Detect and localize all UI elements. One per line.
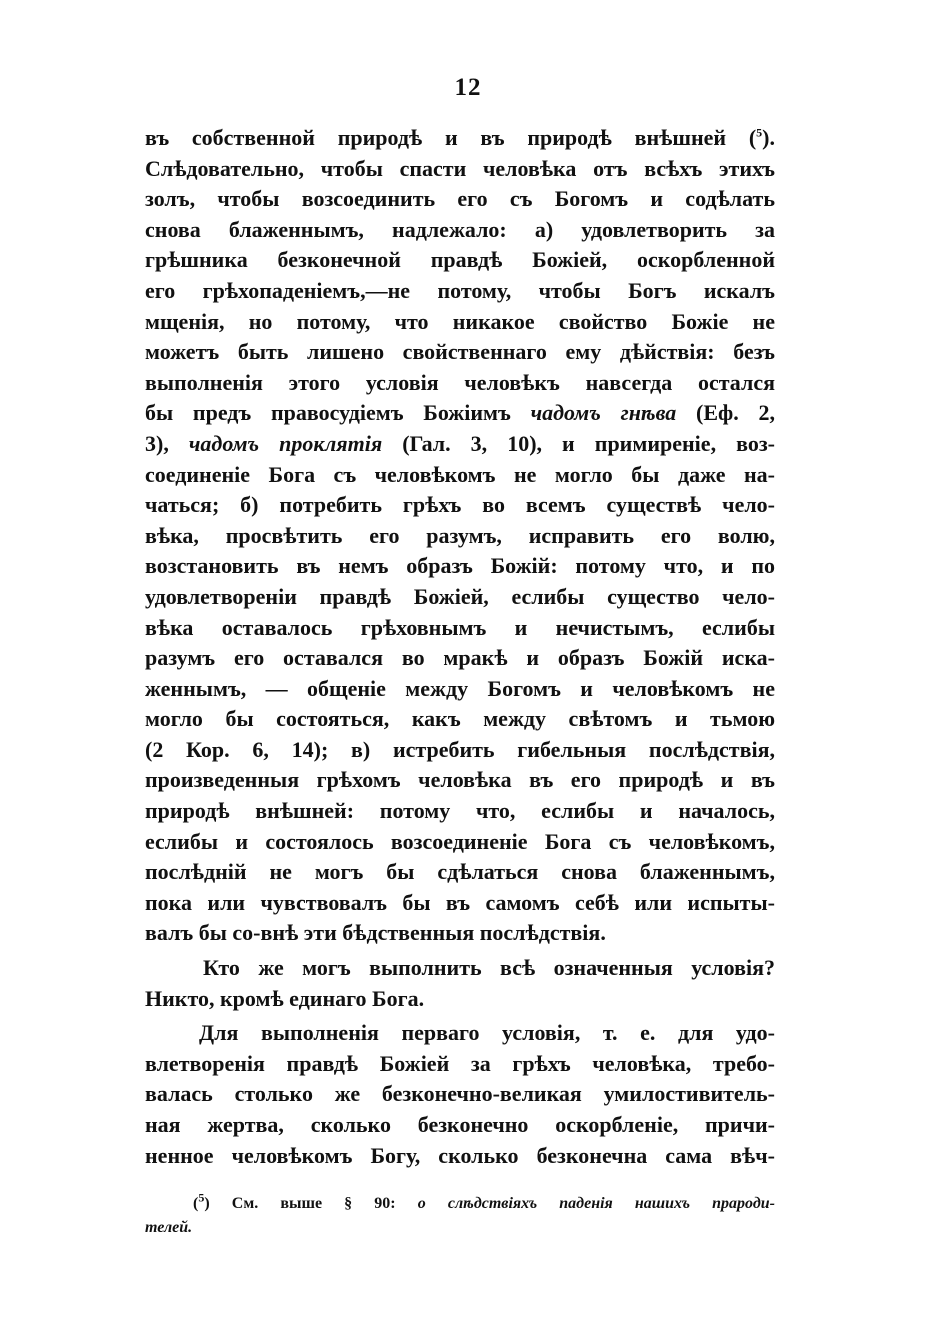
scripture-quote: чадомъ гнѣва xyxy=(530,400,677,426)
text-line: Никто, кромѣ единаго Бога. xyxy=(145,985,425,1011)
footnote-line: ($^5$) См. выше § 90: о слѣдствіяхъ паденія нашихъ прароди- xyxy=(193,1190,776,1212)
footnote-mark: 5 xyxy=(198,1190,205,1205)
text-line: еслибы и состоялось возсоединеніе Бога съ человѣкомъ, xyxy=(145,828,775,854)
text-line: вѣка оставалось грѣховнымъ и нечистымъ, еслибы xyxy=(145,614,775,640)
text-line: возстановить въ немъ образъ Божій: потому что, и по xyxy=(145,553,775,579)
footnote-title: о слѣдствіяхъ паденія нашихъ прароди- xyxy=(417,1195,776,1212)
text-line: чаться; б) потребить грѣхъ во всемъ существѣ чело- xyxy=(145,492,775,518)
text-line: Слѣдовательно, чтобы спасти человѣка отъ всѣхъ этихъ xyxy=(145,155,775,181)
text-line: произведенныя грѣхомъ человѣка въ его природѣ и въ xyxy=(145,767,775,793)
text-line: удовлетвореніи правдѣ Божіей, еслибы существо чело- xyxy=(145,583,775,609)
text-line: (2 Кор. 6, 14); в) истребить гибельныя послѣдствія, xyxy=(145,736,775,762)
text-line: грѣшника безконечной правдѣ Божіей, оскорбленной xyxy=(145,247,775,273)
footnote-ref[interactable]: 5 xyxy=(756,125,763,140)
scripture-quote: чадомъ проклятія xyxy=(188,430,383,456)
text-line: его грѣхопаденіемъ,—не потому, чтобы Богъ искалъ xyxy=(145,277,775,303)
text-line: валъ бы со-внѣ эти бѣдственныя послѣдствія. xyxy=(145,920,606,946)
text-line: вѣка, просвѣтить его разумъ, исправить его волю, xyxy=(145,522,775,548)
paragraph-2 xyxy=(145,953,775,1014)
text-line: женнымъ, — общеніе между Богомъ и человѣкомъ не xyxy=(145,675,775,701)
text-line: въ собственной природѣ и въ природѣ внѣшней ($^5$). xyxy=(145,125,775,150)
paragraph-1 xyxy=(145,123,775,949)
text-line: можетъ быть лишено свойственнаго ему дѣйствія: безъ xyxy=(145,339,775,365)
text-line: послѣдній не могъ бы сдѣлаться снова блаженнымъ, xyxy=(145,859,775,885)
text-line: Для выполненія перваго условія, т. е. для удо- xyxy=(199,1020,775,1046)
text-line: ная жертва, сколько безконечно оскорбленіе, причи- xyxy=(145,1112,775,1137)
text-line: бы предъ правосудіемъ Божіимъ чадомъ гнѣва (Еф. 2, xyxy=(145,400,775,426)
text-line: валась столько же безконечно-великая умилостивитель- xyxy=(145,1081,775,1107)
text-line: могло бы состояться, какъ между свѣтомъ и тьмою xyxy=(145,706,775,732)
footnote-reference: См. выше § 90: xyxy=(231,1195,418,1212)
text-line: влетворенія правдѣ Божіей за грѣхъ человѣка, требо- xyxy=(145,1050,775,1076)
text-line: Кто же могъ выполнить всѣ означенныя условія? xyxy=(203,955,775,981)
paragraph-3 xyxy=(145,1018,775,1171)
main-text xyxy=(145,123,775,1171)
text-line: соединеніе Бога съ человѣкомъ не могло бы даже на- xyxy=(145,461,775,487)
text-line: пока или чувствовалъ бы въ самомъ себѣ или испыты- xyxy=(145,889,775,915)
text-line: ненное человѣкомъ Богу, сколько безконечна сама вѣч- xyxy=(145,1142,775,1168)
text-line: мщенія, но потому, что никакое свойство Божіе не xyxy=(145,308,775,334)
text-line: разумъ его оставался во мракѣ и образъ Божій иска- xyxy=(145,645,775,671)
text-line: выполненія этого условія человѣкъ навсегда остался xyxy=(145,369,775,395)
page-number: 12 xyxy=(454,74,482,101)
text-line: золъ, чтобы возсоединить его съ Богомъ и содѣлать xyxy=(145,186,775,212)
footnote xyxy=(145,1192,775,1240)
footnote-title: телей. xyxy=(145,1219,193,1236)
text-line: снова блаженнымъ, надлежало: а) удовлетворить за xyxy=(145,216,775,242)
text-line: 3), чадомъ проклятія (Гал. 3, 10), и примиреніе, воз- xyxy=(145,430,775,456)
text-line: природѣ внѣшней: потому что, еслибы и началось, xyxy=(145,798,775,824)
footnote-line xyxy=(145,1216,775,1240)
